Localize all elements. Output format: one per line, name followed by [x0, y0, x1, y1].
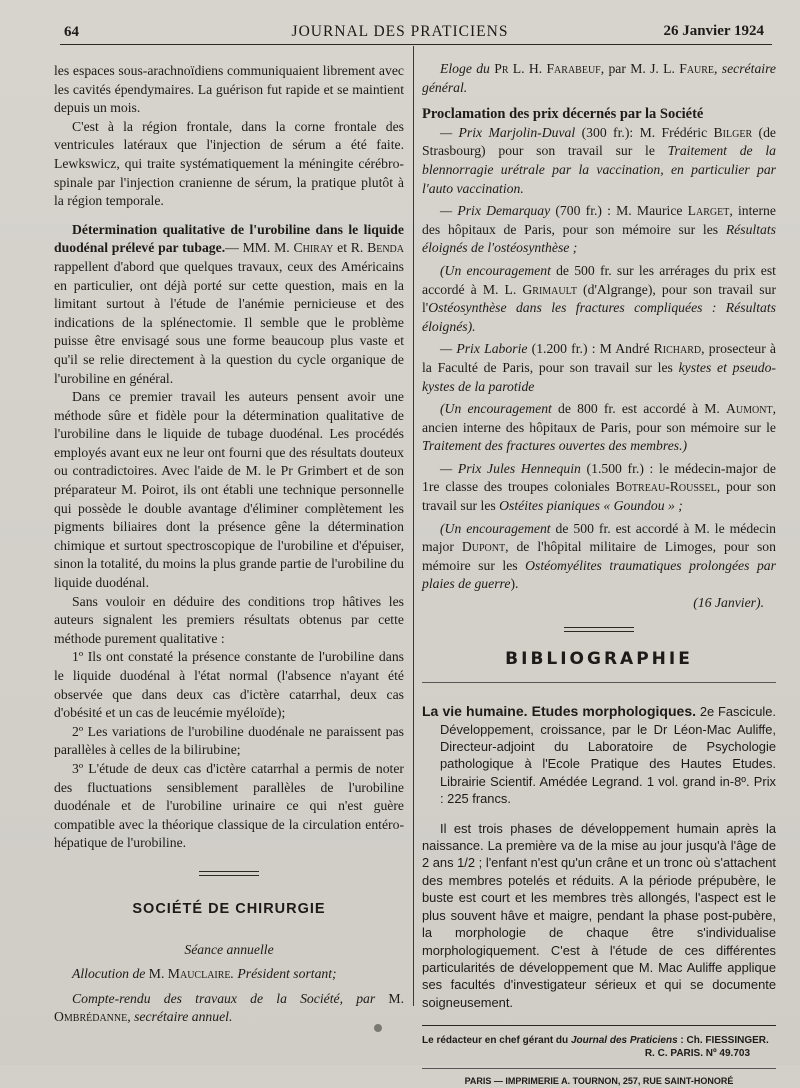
editor-line: [422, 1034, 776, 1047]
author-name: Chiray: [293, 240, 334, 256]
text: ).: [510, 576, 519, 592]
encouragement-entry: [422, 520, 776, 594]
text: de 500 fr. sur les arrérages du prix est accordé à M. L.: [422, 262, 776, 297]
work-title: Ostéosynthèse dans les fractures compliquées : Résultats éloignés).: [422, 300, 776, 334]
book-reference: [422, 703, 776, 807]
prize-name: — Prix Jules Hennequin: [440, 460, 581, 476]
work-title: Ostéomyélites traumatiques prolongées par plaies de guerre: [422, 557, 776, 592]
person-name: Aumont: [726, 401, 773, 417]
text: , ancien interne des hôpitaux de Paris, pour son mémoire sur le: [422, 401, 776, 435]
book-details: 2e Fascicule. Développement, croissance, par le Dr Léon-Mac Auliffe, Directeur-adjoint du Laboratoire de Psychologie pathologique à l'Ecole Pratique des Hautes Etudes. Librairie Scientif. Amédée Legrand. 1 vol. grand in-8º. Prix : 225 francs.: [440, 704, 777, 807]
bibliography-entry: [422, 703, 776, 1011]
text: (1.200 fr.) : M André: [527, 341, 654, 357]
person-name: Larget: [687, 203, 730, 219]
prize-entry: [422, 340, 776, 396]
list-item: 2º Les variations de l'urobiline duodénale ne paraissent pas parallèles à celles de la bilirubine;: [54, 723, 404, 758]
text: de 800 fr. est accordé à M.: [551, 401, 727, 417]
page-header: [0, 22, 800, 44]
work-title: Résultats éloignés de l'ostéosynthèse ;: [422, 221, 776, 256]
journal-title: JOURNAL DES PRATICIENS: [291, 23, 509, 40]
text: — MM. M.: [225, 240, 294, 256]
text: , interne des hôpitaux de Paris, pour son mémoire sur les: [422, 203, 776, 237]
eloge-line: [422, 60, 776, 97]
text: , secrétaire général.: [422, 61, 776, 95]
paragraph: les espaces sous-arachnoïdiens communiquaient librement avec les cavités épendymaires. La guérison fut rapide et se maintient depuis un mois.: [54, 63, 404, 116]
text: (d'Algrange), pour son travail sur l': [422, 281, 776, 316]
list-item: 3º L'étude de deux cas d'ictère catarrhal a permis de noter des fluctuations sensiblement parallèles de l'urobiline duodénale et de l'urobiline urinaire ce qui n'est guère compatible avec la théorique classique de la circulation entéro-hépatique de l'urobiline.: [54, 760, 404, 851]
paragraph: Dans ce premier travail les auteurs pensent avoir une méthode sûre et fidèle pour la détermination qualitative de l'urobiline dans le liquide de tubage duodénal. Les procédés employés avant eux ne leur ont fourni que des résultats douteux ou contradictoires. Avec l'aide de M. le Pr Grimbert et de son préparateur M. Poirot, ils ont établi une technique personnelle qui possède le double avantage d'éliminer complètement les pigments biliaires dont la présence gêne la détermination chimique et surtout spectroscopique de l'urobiline et d'épuiser, sinon la totalité, du moins la plus grande partie de l'urobiline du liquide duodénal.: [54, 389, 404, 591]
header-rule: [60, 44, 772, 45]
prize-name: — Prix Demarquay: [440, 203, 551, 219]
journal-name: Journal des Praticiens: [570, 1035, 678, 1047]
text: : Ch. FIESSINGER.: [677, 1035, 769, 1047]
section-divider: [199, 871, 259, 876]
paragraph: Sans vouloir en déduire des conditions trop hâtives les auteurs signalent les premiers résultats obtenus par cette méthode purement qualitative :: [54, 593, 404, 646]
book-title: La vie humaine. Etudes morphologiques.: [422, 703, 696, 720]
person-name: Richard: [653, 341, 702, 357]
text: (de Strasbourg) pour son travail sur le: [422, 124, 776, 159]
person-name: M. Ombrédanne: [54, 990, 404, 1025]
proclamation-heading: Proclamation des prix décernés par la Société: [422, 106, 704, 123]
session-label: Séance annuelle: [184, 941, 274, 957]
work-title: kystes et pseudo-kystes de la parotide: [422, 359, 776, 394]
person-name: Pr L. H. Farabeuf: [494, 61, 601, 76]
ink-spot: [374, 1024, 382, 1032]
footer-rule: [422, 1025, 776, 1026]
person-name: Grimault: [522, 281, 577, 297]
section-title: SOCIÉTÉ DE CHIRURGIE: [132, 900, 326, 917]
section-divider: [564, 627, 634, 632]
right-column: [422, 60, 776, 1088]
article-title: Détermination qualitative de l'urobiline dans le liquide duodénal prélevé par tubage.: [54, 221, 404, 256]
text: , secrétaire annuel.: [127, 1009, 233, 1025]
column-divider: [413, 46, 414, 1006]
person-name: M. Mauclaire: [148, 966, 231, 982]
work-title: Traitement de la blennorragie urétrale par la vaccination, en particulier par l'auto vaccination.: [422, 143, 776, 196]
work-title: Traitement des fractures ouvertes des membres.): [422, 438, 688, 454]
bibliography-heading: BIBLIOGRAPHIE: [505, 648, 693, 669]
person-name: Botreau-Roussel: [615, 479, 717, 495]
divider: [422, 682, 776, 683]
session-date: (16 Janvier).: [693, 595, 764, 611]
paragraph: C'est à la région frontale, dans la corne frontale des ventricules latéraux que l'injection de sérum a été faite. Lewkswicz, qui traite systématiquement la méningite cérébro-spinale par l'injection cranienne de sérum, la pratique plutôt à la région temporale.: [54, 118, 404, 209]
book-review-text: Il est trois phases de développement humain après la naissance. La première va de la mise au jour jusqu'à l'âge de 2 ans 1/2 ; l'enfant n'est qu'un crâne et un tronc où s'attachent des membres potelés et réduits. A la période prépubère, le buste est court et les membres très allongés, l'aspect est le plus souvent hâve et maigre, pendant la phase post-pubère, la morphologie de chaque être s'individualise morphologiquement. C'est à l'étude de ces différentes particularités de développement que M. Mac Auliffe applique ses facultés d'investigateur sérieux et qui se documente soigneusement.: [422, 820, 776, 1010]
text: . Président sortant;: [230, 966, 337, 982]
encouragement-entry: [422, 262, 776, 336]
prize-entry: [422, 124, 776, 198]
text: (Un encouragement: [440, 262, 551, 278]
text: , par: [600, 61, 631, 76]
text: Le rédacteur en chef gérant du: [422, 1035, 571, 1047]
text: Compte-rendu des travaux de la Société, par: [72, 990, 389, 1006]
text: , de l'hôpital militaire de Limoges, pour son mémoire sur les: [422, 539, 776, 573]
person-name: Dupont: [461, 539, 506, 555]
article-urobiline: [54, 221, 404, 388]
text: (300 fr.): M. Frédéric: [575, 124, 714, 140]
text: et R.: [333, 240, 368, 256]
author-name: Benda: [367, 240, 404, 256]
person-name: M. J. L. Faure: [630, 61, 715, 76]
left-column: [54, 62, 404, 1027]
issue-date: 26 Janvier 1924: [663, 23, 764, 39]
text: (Un encouragement: [440, 401, 552, 417]
text: Eloge du: [440, 61, 495, 76]
text: rappellent d'abord que quelques travaux, ceux des Américains en particulier, ont déjà porté sur cette question, mais en la limitant surtout à l'étude de l'anémie pernicieuse et des indications de la splénectomie. Il semble que le problème puisse être envisagé sous une forme beaucoup plus vaste et qu'il se relie directement à la question du cycle organique de l'urobiline en général.: [54, 258, 404, 386]
divider: [422, 1068, 776, 1069]
printer-line: PARIS — IMPRIMERIE A. TOURNON, 257, RUE SAINT-HONORÉ: [464, 1076, 734, 1087]
registration-number: R. C. PARIS. Nº 49.703: [644, 1048, 750, 1060]
page-number: 64: [64, 24, 79, 40]
prize-entry: [422, 460, 776, 516]
text: de 500 fr. est accordé à M. le médecin major: [422, 520, 776, 555]
prize-name: — Prix Laborie: [440, 341, 528, 357]
compte-rendu-line: [54, 990, 404, 1027]
prize-entry: [422, 202, 776, 258]
text: (1.500 fr.) : le médecin-major de 1re classe des troupes coloniales: [422, 460, 776, 495]
text: , pour son travail sur les: [422, 479, 776, 514]
list-item: 1º Ils ont constaté la présence constante de l'urobiline dans le liquide duodénal à l'état normal (l'absence n'ayant été observée que dans deux cas d'ictère catarrhal, deux cas d'obésité et un cas de leucémie myéloïde);: [54, 649, 404, 721]
allocution-line: [54, 965, 404, 984]
encouragement-entry: [422, 400, 776, 456]
text: Allocution de: [72, 966, 149, 982]
text: , prosecteur à la Faculté de Paris, pour son travail sur les: [422, 341, 777, 375]
prize-name: — Prix Marjolin-Duval: [440, 124, 576, 140]
text: (Un encouragement: [440, 520, 551, 536]
work-title: Ostéites pianiques « Goundou » ;: [499, 498, 683, 514]
text: (700 fr.) : M. Maurice: [550, 203, 688, 219]
person-name: Bilger: [713, 124, 753, 140]
